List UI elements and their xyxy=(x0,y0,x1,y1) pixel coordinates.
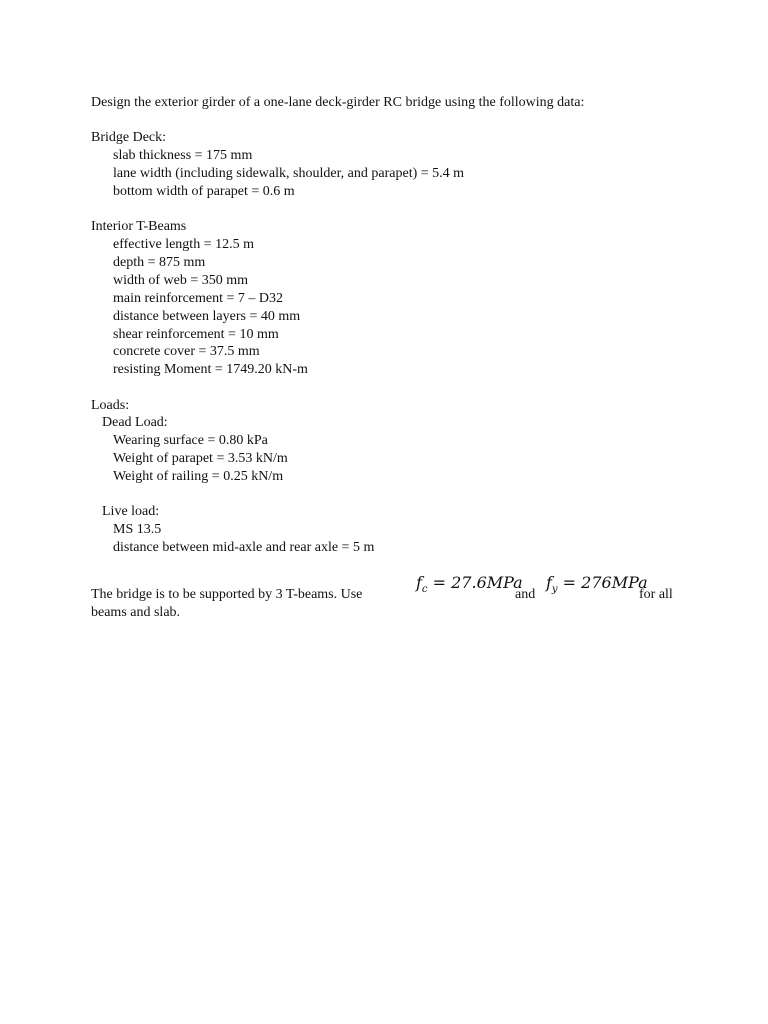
loads-heading: Loads: xyxy=(91,398,130,413)
bridge-deck-item-lane-width: lane width (including sidewalk, shoulder, and parapet) = 5.4 m xyxy=(113,166,465,181)
fc-value: = 27.6MPa xyxy=(432,573,523,592)
closing-and: and xyxy=(515,587,536,602)
closing-line2: beams and slab. xyxy=(91,605,181,620)
fy-value: = 276MPa xyxy=(562,573,648,592)
closing-text-part2: for all xyxy=(639,587,673,602)
beam-item-web-width: width of web = 350 mm xyxy=(113,273,249,288)
intro-text: Design the exterior girder of a one-lane deck-girder RC bridge using the following data: xyxy=(91,95,585,110)
fc-formula xyxy=(416,574,523,599)
live-load-item-ms: MS 13.5 xyxy=(113,522,162,537)
fy-subscript: y xyxy=(551,584,558,595)
beam-item-layer-distance: distance between layers = 40 mm xyxy=(113,309,301,324)
closing-text-part1: The bridge is to be supported by 3 T-beams. Use xyxy=(91,587,363,602)
live-load-item-axle-distance: distance between mid-axle and rear axle = 5 m xyxy=(113,540,375,555)
beam-item-shear-reinforcement: shear reinforcement = 10 mm xyxy=(113,327,279,342)
dead-load-item-wearing-surface: Wearing surface = 0.80 kPa xyxy=(113,433,268,448)
fy-formula xyxy=(546,574,648,599)
beam-item-effective-length: effective length = 12.5 m xyxy=(113,237,254,252)
dead-load-item-railing-weight: Weight of railing = 0.25 kN/m xyxy=(113,469,284,484)
beam-item-depth: depth = 875 mm xyxy=(113,255,206,270)
dead-load-heading: Dead Load: xyxy=(102,415,168,430)
live-load-heading: Live load: xyxy=(102,504,160,519)
fc-symbol: f xyxy=(416,573,422,592)
interior-beams-heading: Interior T-Beams xyxy=(91,219,187,234)
dead-load-item-parapet-weight: Weight of parapet = 3.53 kN/m xyxy=(113,451,288,466)
fc-subscript: c xyxy=(421,584,428,595)
beam-item-resisting-moment: resisting Moment = 1749.20 kN-m xyxy=(113,362,308,377)
beam-item-concrete-cover: concrete cover = 37.5 mm xyxy=(113,344,260,359)
bridge-deck-item-slab-thickness: slab thickness = 175 mm xyxy=(113,148,253,163)
beam-item-main-reinforcement: main reinforcement = 7 – D32 xyxy=(113,291,284,306)
bridge-deck-item-parapet-width: bottom width of parapet = 0.6 m xyxy=(113,184,295,199)
bridge-deck-heading: Bridge Deck: xyxy=(91,130,167,145)
closing-paragraph xyxy=(91,574,679,622)
fy-symbol: f xyxy=(546,573,552,592)
